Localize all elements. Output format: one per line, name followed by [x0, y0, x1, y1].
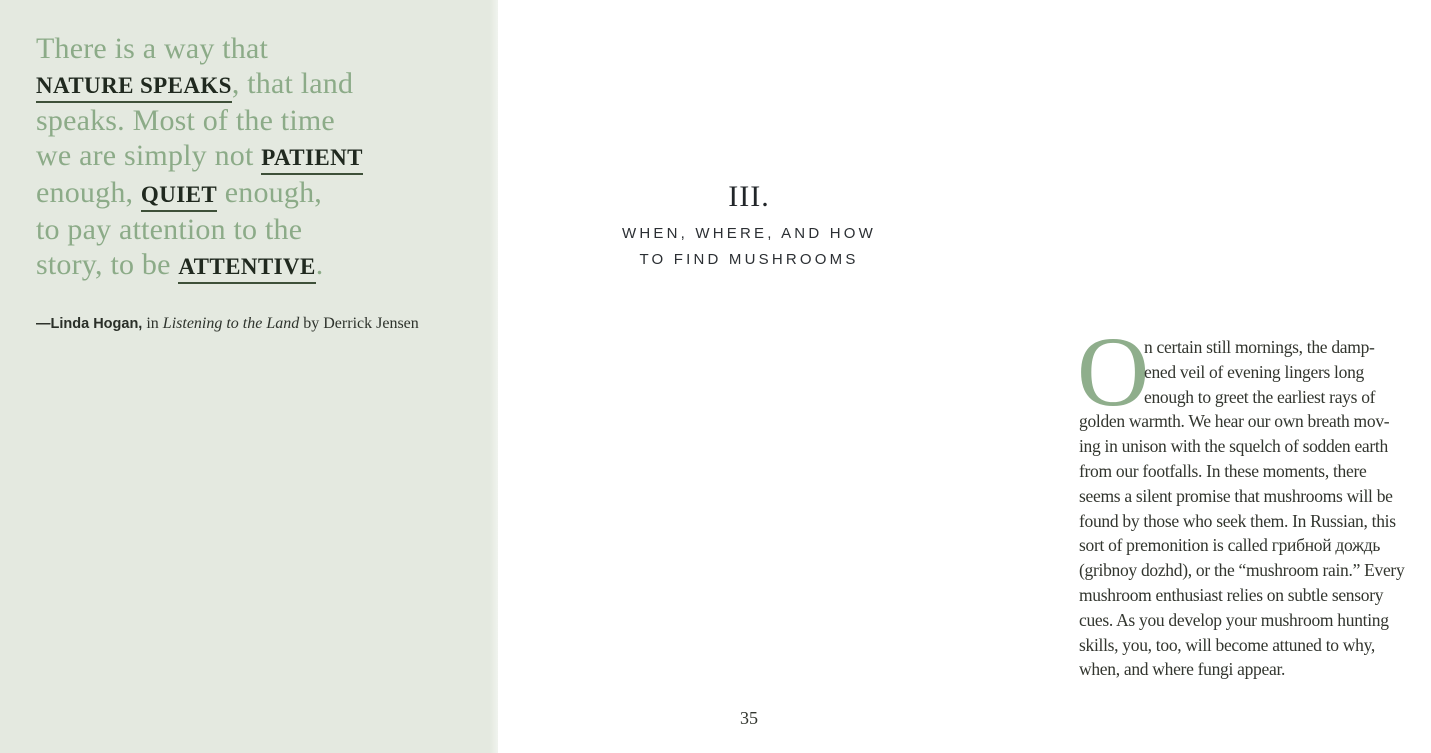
- body-text-line: ing in unison with the squelch of sodden earth: [1079, 436, 1388, 457]
- quote-text-run: enough,: [36, 176, 141, 209]
- body-text-line: when, and where fungi appear.: [1079, 659, 1286, 680]
- quote-text-run: speaks. Most of the time: [36, 104, 335, 137]
- body-text-line: seems a silent promise that mushrooms will be: [1079, 485, 1393, 506]
- chapter-heading: [498, 181, 1000, 273]
- page-number: 35: [740, 708, 758, 728]
- body-text-line: n certain still mornings, the damp-: [1144, 337, 1375, 357]
- chapter-title-line-2: TO FIND MUSHROOMS: [639, 251, 859, 268]
- quote-line: [36, 103, 476, 138]
- attribution-run: in: [142, 315, 163, 332]
- drop-cap-letter: O: [1077, 316, 1150, 427]
- body-text-line: mushroom enthusiast relies on subtle sensory: [1079, 584, 1384, 605]
- body-text-line: (gribnoy dozhd), or the “mushroom rain.” Every: [1079, 560, 1405, 581]
- quote-line: [36, 247, 476, 284]
- quote-text-run: , that land: [231, 67, 354, 100]
- quote-emphasis-word: PATIENT: [261, 145, 363, 175]
- quote-text-run: story, to be: [36, 248, 179, 281]
- quote-line: [36, 138, 476, 175]
- chapter-title-line-1: WHEN, WHERE, AND HOW: [622, 225, 876, 242]
- quote-emphasis-word: NATURE SPEAKS: [36, 73, 232, 103]
- quote-text-run: enough,: [217, 176, 322, 209]
- chapter-number: III.: [728, 180, 770, 213]
- quote-line: [36, 175, 476, 212]
- body-text-line: sort of premonition is called грибной дождь: [1079, 535, 1381, 556]
- quote-emphasis-word: ATTENTIVE: [178, 254, 315, 284]
- body-text-line: from our footfalls. In these moments, there: [1079, 460, 1367, 481]
- quote-text-run: to pay attention to the: [36, 213, 303, 246]
- body-text-line: ened veil of evening lingers long: [1144, 361, 1364, 382]
- body-text-line: skills, you, too, will become attuned to why,: [1079, 634, 1375, 655]
- quote-line: [36, 212, 476, 247]
- quote-line: [36, 31, 476, 66]
- quote-text-run: we are simply not: [36, 139, 262, 172]
- body-text-line: cues. As you develop your mushroom hunting: [1079, 609, 1389, 630]
- quote-line: [36, 66, 476, 103]
- attribution-run: Listening to the Land: [162, 315, 300, 332]
- left-page: [0, 0, 498, 753]
- pull-quote: [36, 31, 476, 284]
- quote-emphasis-word: QUIET: [141, 182, 217, 212]
- chapter-body-text: [1079, 335, 1431, 682]
- right-page: [498, 0, 1405, 753]
- body-text-line: golden warmth. We hear our own breath mov-: [1079, 411, 1390, 432]
- quote-attribution: [36, 314, 476, 334]
- quote-text-run: There is a way that: [36, 32, 269, 65]
- attribution-run: —Linda Hogan,: [36, 316, 143, 332]
- attribution-run: by Derrick Jensen: [299, 315, 419, 332]
- body-text-line: found by those who seek them. In Russian, this: [1079, 510, 1396, 531]
- quote-text-run: .: [315, 248, 324, 281]
- chapter-title: [498, 221, 1000, 273]
- body-text-line: enough to greet the earliest rays of: [1144, 386, 1376, 407]
